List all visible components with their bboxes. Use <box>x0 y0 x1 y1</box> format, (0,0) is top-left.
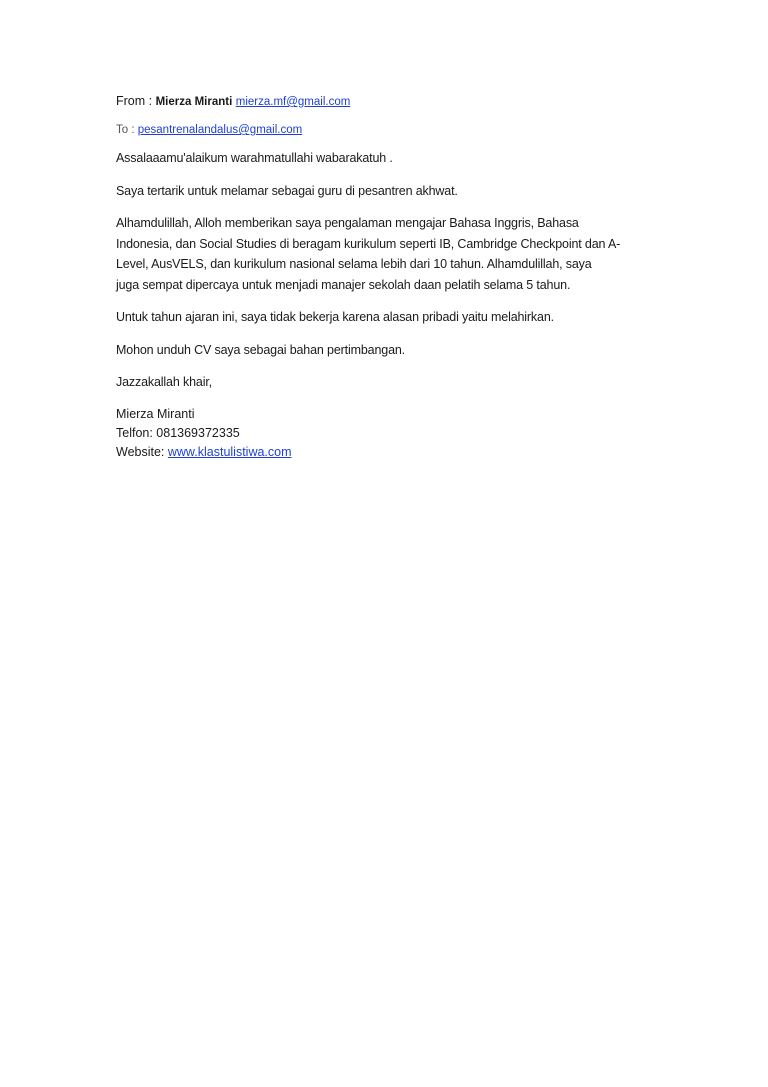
website-label: Website: <box>116 444 168 459</box>
experience-line: juga sempat dipercaya untuk menjadi manajer sekolah daan pelatih selama 5 tahun. <box>116 277 571 292</box>
experience-paragraph <box>116 213 676 295</box>
from-label: From : <box>116 94 156 108</box>
request-paragraph: Mohon unduh CV saya sebagai bahan pertimbangan. <box>116 342 405 357</box>
signature-name: Mierza Miranti <box>116 406 195 421</box>
sender-name: Mierza Miranti <box>155 96 233 108</box>
signature-website <box>116 443 676 462</box>
recipient-email-link[interactable]: pesantrenalandalus@gmail.com <box>137 124 303 136</box>
sender-email-link[interactable]: mierza.mf@gmail.com <box>235 96 351 108</box>
to-line <box>116 121 676 139</box>
website-link[interactable]: www.klastulistiwa.com <box>167 444 292 459</box>
email-document <box>116 92 676 462</box>
experience-line: Alhamdulillah, Alloh memberikan saya pengalaman mengajar Bahasa Inggris, Bahasa <box>116 216 579 230</box>
from-line <box>116 92 676 111</box>
closing: Jazzakallah khair, <box>116 375 212 389</box>
status-paragraph: Untuk tahun ajaran ini, saya tidak bekerja karena alasan pribadi yaitu melahirkan. <box>116 310 554 324</box>
to-label: To : <box>116 124 138 136</box>
intro-paragraph: Saya tertarik untuk melamar sebagai guru di pesantren akhwat. <box>116 183 458 198</box>
signature-block <box>116 405 676 462</box>
experience-line: Indonesia, dan Social Studies di beragam kurikulum seperti IB, Cambridge Checkpoint dan A- <box>116 236 621 251</box>
experience-line: Level, AusVELS, dan kurikulum nasional selama lebih dari 10 tahun. Alhamdulillah, saya <box>116 257 592 271</box>
signature-phone: Telfon: 081369372335 <box>116 425 240 440</box>
greeting: Assalaaamu'alaikum warahmatullahi wabarakatuh . <box>116 151 393 165</box>
